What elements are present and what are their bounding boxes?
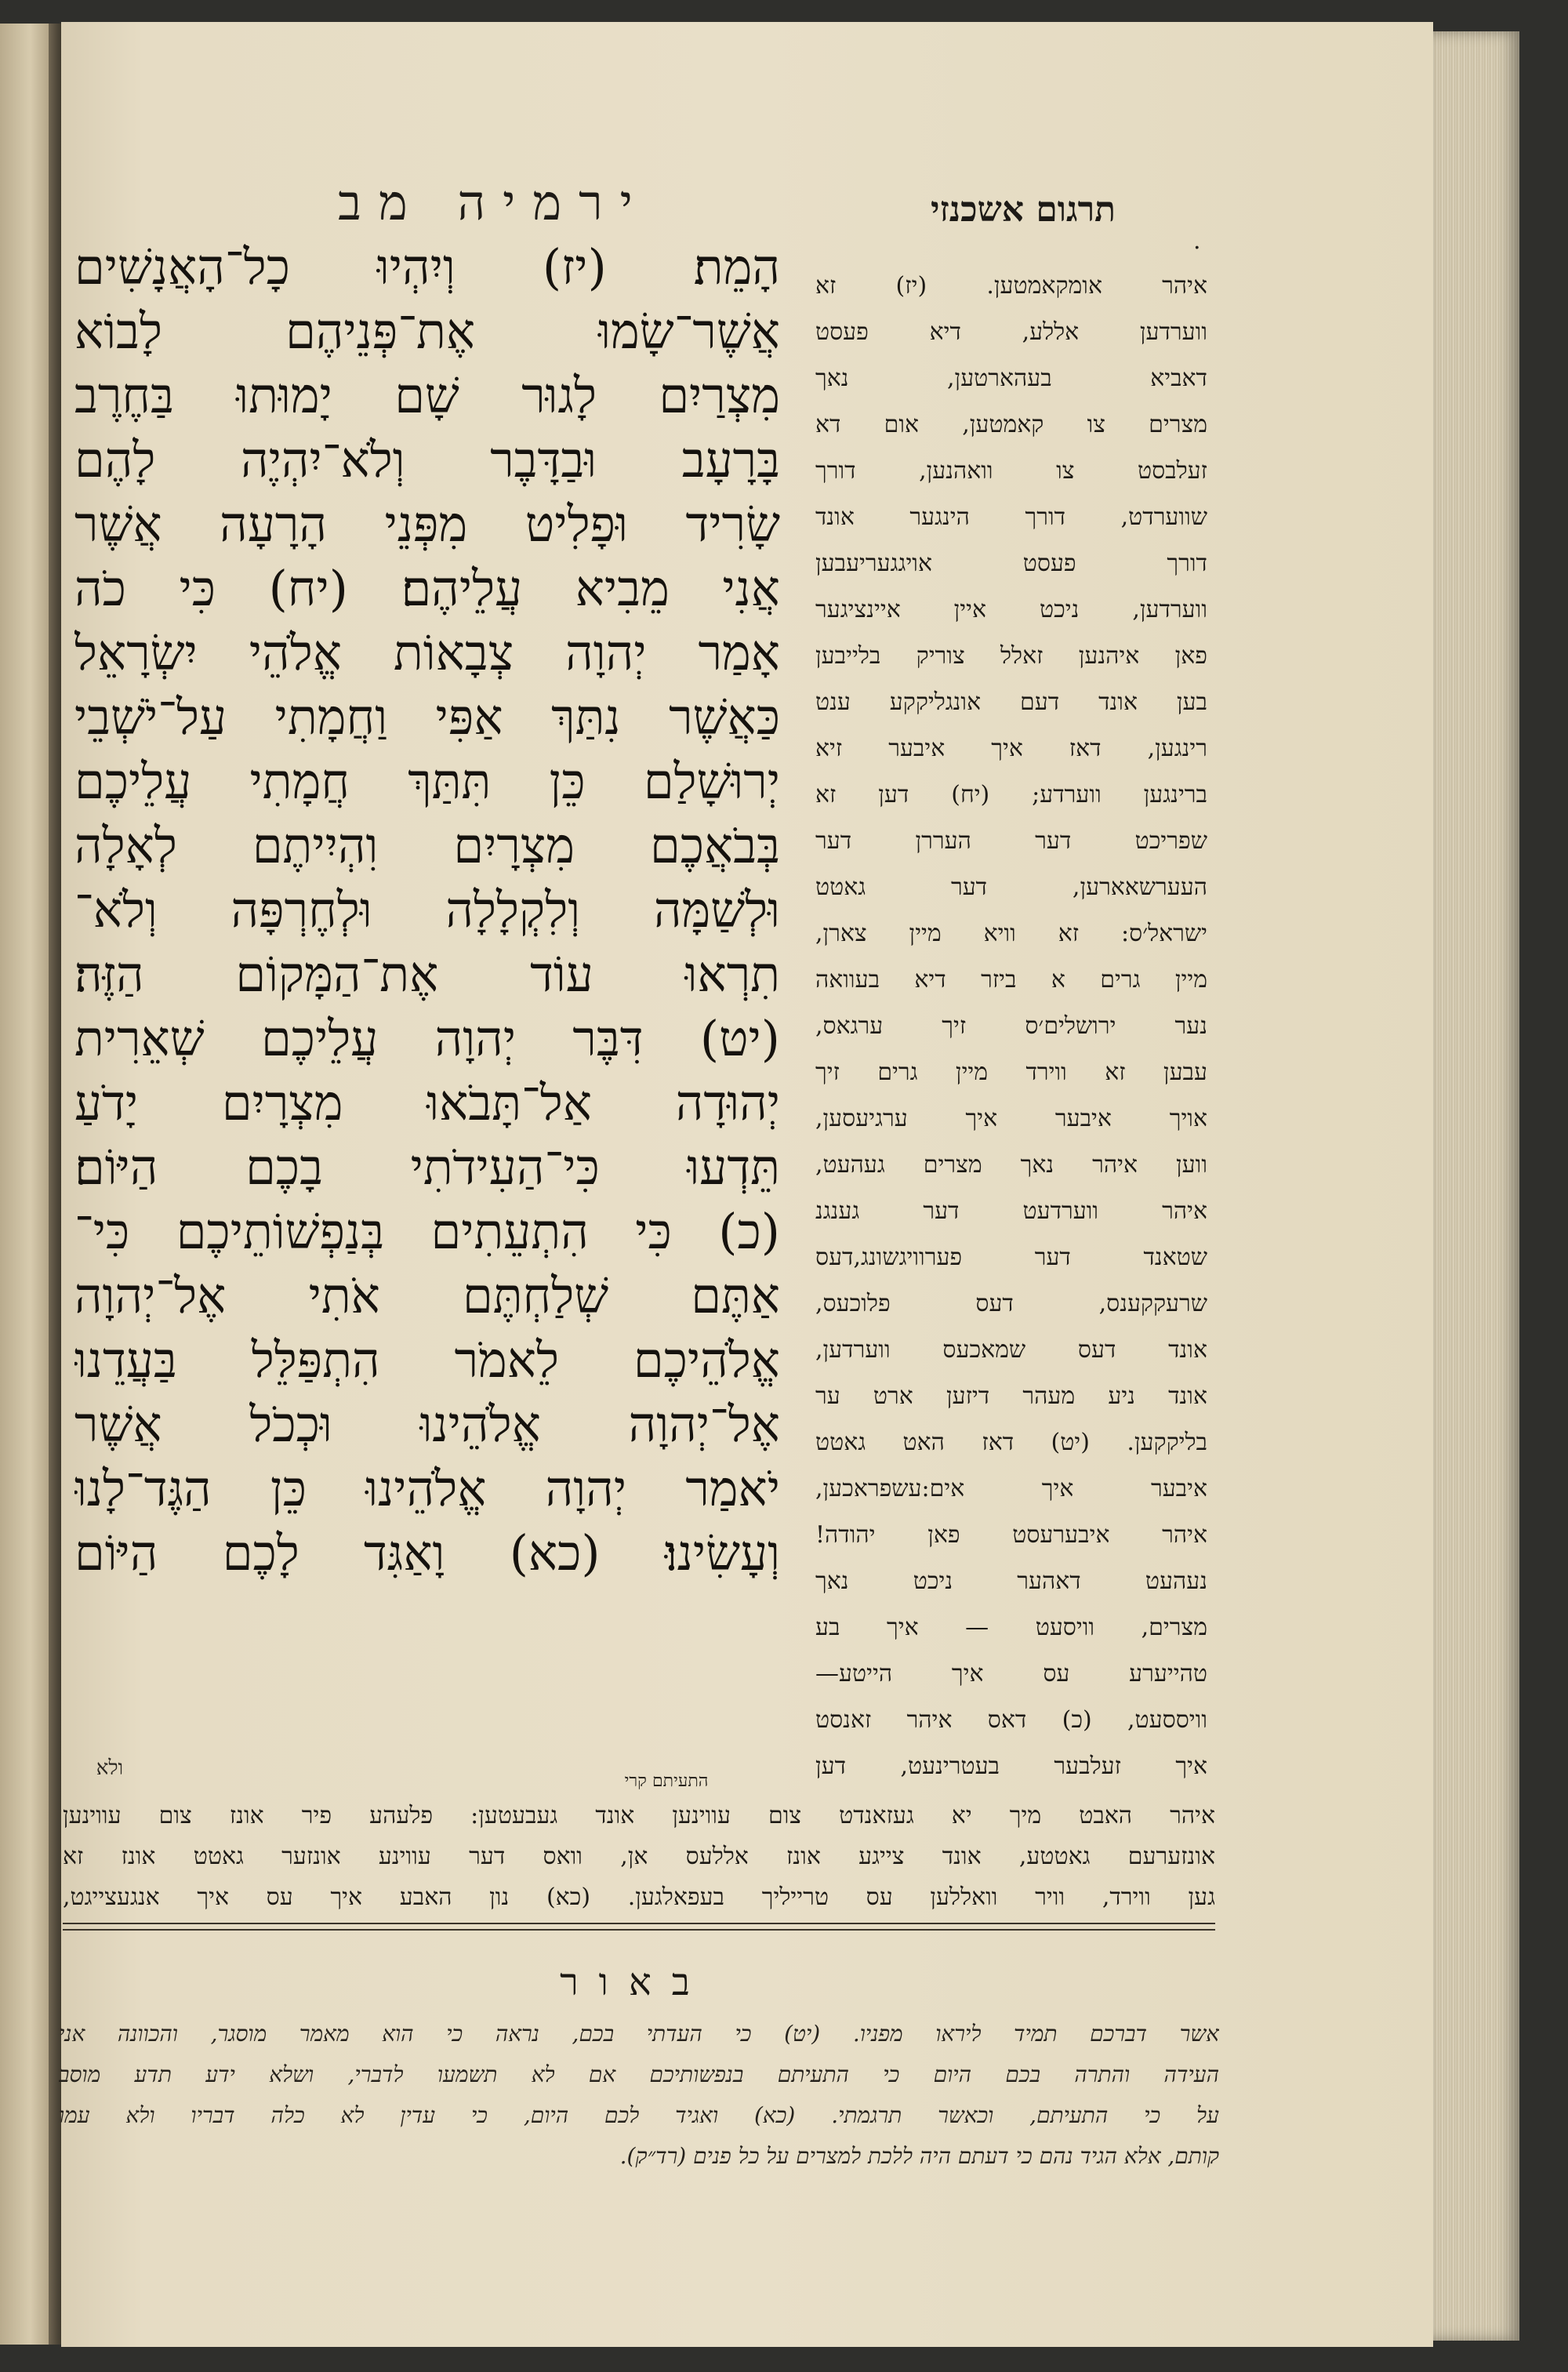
translation-line: מצרים, וויסעט — איך בע [815, 1614, 1207, 1641]
hebrew-text-line: יְהוּדָה אַל־תָּבֹאוּ מִצְרָיִם יָדֹעַ [74, 1074, 780, 1132]
header-dot: . [1193, 227, 1201, 255]
translation-line: שטאנד דער פערוויגשונג,דעס [815, 1244, 1207, 1271]
translation-line: אונד דעס שמאכעס ווערדען, [815, 1336, 1207, 1364]
commentary-text [59, 2014, 1219, 2177]
hebrew-text-line: (כ) כִּי הִתְעֵתִים בְּנַפְשׁוֹתֵיכֶם כִּי־ [74, 1203, 780, 1260]
translation-line: שרעקקענס, דעס פלוכעס, [815, 1290, 1207, 1317]
hebrew-text-line: אֶל־יְהוָה אֱלֹהֵינוּ וּכְכֹל אֲשֶׁר [74, 1396, 780, 1453]
translation-line: נעהעט דאהער ניכט נאך [815, 1567, 1207, 1595]
translation-line: עבען זא ווירד מיין גרים זיך [815, 1059, 1207, 1086]
running-head-book-chapter: ירמיה מב [338, 174, 650, 231]
hebrew-text-line: אָמַר יְהוָה צְבָאוֹת אֱלֹהֵי יִשְׂרָאֵל [74, 624, 780, 681]
translation-line: בליקקען. (יט) דאז האט גאטט [815, 1429, 1207, 1456]
hebrew-text-line: אֲנִי מֵבִיא עֲלֵיהֶם׃ (יח) כִּי כֹה [74, 560, 780, 617]
translation-line: זעלבסט צו וואהנען, דורך [815, 457, 1207, 485]
hebrew-text-line: שָׂרִיד וּפָלִיט מִפְּנֵי הָרָעָה אֲשֶׁר [74, 496, 780, 553]
translation-line: איבער איך אים:עשפראכען, [815, 1475, 1207, 1502]
translation-line: איהר ווערדעט דער גענגנ [815, 1197, 1207, 1225]
translation-line: איך זעלבער בעטרינעט, דען [815, 1753, 1207, 1780]
hebrew-text-line: אַתֶּם שְׁלַחְתֶּם אֹתִי אֶל־יְהוָה [74, 1267, 780, 1324]
variant-note-catchword: ולא [96, 1756, 124, 1780]
hebrew-text-column [74, 235, 780, 1772]
translation-line: דאביא בעהארטען, נאך [815, 365, 1207, 392]
translation-line: מצרים צו קאמטען, אום דא [815, 411, 1207, 438]
variant-note-qere: התעיתם קרי [624, 1771, 709, 1791]
translation-line: ווערדען, ניכט איין איינציגער [815, 596, 1207, 623]
hebrew-text-line: בְּבֹאֲכֶם מִצְרָיִם וִהְיִיתֶם לְאָלָה [74, 817, 780, 874]
translation-line: העערשאארען, דער גאטט [815, 874, 1207, 901]
translation-line: ברינגען ווערדע; (יח) דען זא [815, 781, 1207, 808]
hebrew-text-line: אֲשֶׁר־שָׂמוּ אֶת־פְּנֵיהֶם לָבוֹא [74, 303, 780, 360]
separator-rule-double [63, 1929, 1215, 1931]
commentary-line: על כי התעיתם, וכאשר תרגמתי. (כא) ואגיד לכם היום, כי עדין לא כלה דבריו ולא עמו [59, 2102, 1219, 2128]
translation-line: אונד ניע מעהר דיזען ארט ער [815, 1382, 1207, 1410]
translation-line: ישראל׳ס: זא וויא מיין צארן, [815, 920, 1207, 947]
translation-line: טהייערע עס איך הייטע— [815, 1660, 1207, 1687]
translation-line: ווערדען אללע, דיא פעסט [815, 318, 1207, 346]
translation-line: נער ירושלים׳ס זיך ערגאס, [815, 1012, 1207, 1040]
hebrew-text-line: (יט) דִּבֶּר יְהוָה עֲלֵיכֶם שְׁאֵרִית [74, 1010, 780, 1067]
page-stack-edges [1433, 31, 1519, 2341]
translation-line: שפריכט דער העררן דער [815, 827, 1207, 855]
translation-line: איהר אומקאמטען. (יז) זא [815, 272, 1207, 300]
hebrew-text-line: כַּאֲשֶׁר נִתַּךְ אַפִּי וַחֲמָתִי עַל־יֹשְׁבֵי [74, 688, 780, 746]
translation-line: ווען איהר נאך מצרים געהעט, [815, 1151, 1207, 1179]
translation-column [815, 263, 1207, 1804]
translation-line: דורך פעסט אויגגעריעבען [815, 550, 1207, 577]
translation-line: רינגען, דאז איך איבער זיא [815, 735, 1207, 762]
hebrew-text-line: יְרוּשָׁלַם כֵּן תִּתַּךְ חֲמָתִי עֲלֵיכֶם [74, 753, 780, 810]
commentary-line: קותם, אלא הגיד נהם כי דעתם היה ללכת למצרים על כל פנים (רד״ק). [619, 2143, 1219, 2169]
commentary-title: באור [560, 1960, 710, 2004]
translation-line: איהר איבערעסט פאן יהודה! [815, 1521, 1207, 1549]
hebrew-text-line: יֹאמַר יְהוָה אֱלֹהֵינוּ כֵּן הַגֶּד־לָנוּ [74, 1460, 780, 1517]
translation-full-line: גען ווירד, וויר וואללען עס טרייליך בעפאלגען. (כא) נון האבע איך עס איך אנגעצייגט, [63, 1883, 1215, 1911]
translation-full-line: אונזערעם גאטטע, אונד צייגע אונז אללעס אן, וואס דער עווינע אונזער גאטט אונז זא [63, 1843, 1215, 1870]
translation-line: בען אונד דעם אונגליקקע ענט [815, 688, 1207, 716]
facing-page-edge [0, 24, 55, 2345]
translation-line: שווערדט, דורך הינגער אונד [815, 503, 1207, 531]
translation-line: פאן איהנען זאלל צוריק בלייבען [815, 642, 1207, 670]
hebrew-text-line: וּלְשַׁמָּה וְלִקְלָלָה וּלְחֶרְפָּה וְלֹא־ [74, 881, 780, 939]
running-head-translation: תרגום אשכנזי [930, 190, 1116, 230]
translation-line: מיין גרים א ביזר דיא בעוואה [815, 966, 1207, 993]
translation-full-line: איהר האבט מיך יא געזאנדט צום עווינען אונד געבעטען: פלעהע פיר אונז צום עווינען [63, 1802, 1215, 1829]
translation-line: וויססעט, (כ) דאס איהר זאנסט [815, 1706, 1207, 1734]
hebrew-text-line: בָּרָעָב וּבַדָּבֶר וְלֹא־יִהְיֶה לָהֶם [74, 431, 780, 489]
translation-line: אויך איבער איך ערגיעסען, [815, 1105, 1207, 1132]
hebrew-text-line: תֵּדְעוּ כִּי־הַעִידֹתִי בָכֶם הַיּוֹם׃ [74, 1139, 780, 1196]
hebrew-text-line: וְעָשִׂינוּ׃ (כא) וָאַגִּד לָכֶם הַיּוֹם [74, 1524, 780, 1582]
commentary-line: העידה והתרה בכם היום כי התעיתם בנפשותיכם אם לא תשמעו לדברי, ושלא ידע תדע מוסב [59, 2061, 1219, 2087]
hebrew-text-line: אֱלֹהֵיכֶם לֵאמֹר הִתְפַּלֵּל בַּעֲדֵנוּ [74, 1331, 780, 1389]
translation-full-width [63, 1796, 1215, 1918]
hebrew-text-line: תִרְאוּ עוֹד אֶת־הַמָּקוֹם הַזֶּה׃ [74, 946, 780, 1003]
hebrew-text-line: הָמֵת׃ (יז) וְיִהְיוּ כָל־הָאֲנָשִׁים [74, 238, 780, 296]
separator-rule [63, 1923, 1215, 1924]
hebrew-text-line: מִצְרַיִם לָגוּר שָׁם יָמוּתוּ בַּחֶרֶב [74, 367, 780, 424]
commentary-line: אשר דברכם תמיד ליראו מפניו. (יט) כי העדתי בכם, נראה כי הוא מאמר מוסגר, והכוונה אני [59, 2021, 1219, 2047]
